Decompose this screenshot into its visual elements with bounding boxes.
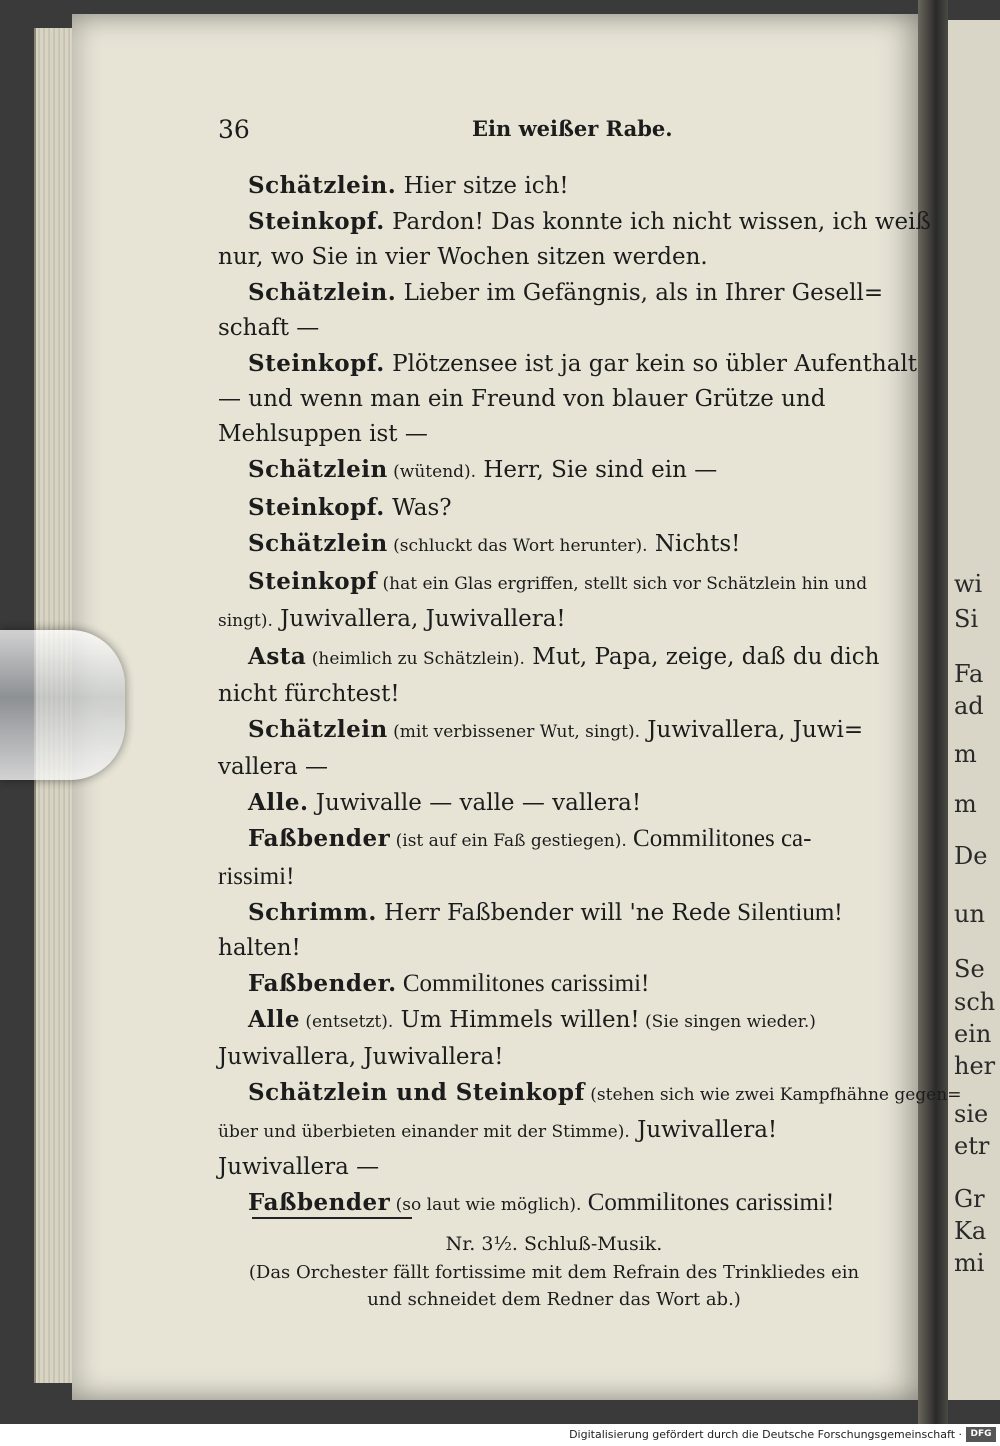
- spoken-text: halten!: [218, 935, 301, 961]
- page-header: [218, 115, 890, 144]
- latin-text: rissimi!: [218, 863, 295, 890]
- page-content: [218, 115, 962, 1313]
- next-page-fragment: sch: [954, 988, 996, 1016]
- stage-direction: (mit verbissener Wut, singt).: [387, 722, 640, 742]
- text-line: [218, 821, 890, 859]
- text-line: [218, 931, 890, 966]
- closing-rule: [252, 1217, 412, 1219]
- page-number: 36: [218, 115, 250, 144]
- stage-direction: (stehen sich wie zwei Kampfhähne gegen=: [584, 1085, 962, 1105]
- next-page-fragment: De: [954, 842, 988, 870]
- speaker-name: Schätzlein.: [248, 279, 397, 306]
- spoken-text: — und wenn man ein Freund von blauer Grütze und: [218, 386, 826, 412]
- speaker-name: Alle: [248, 1006, 300, 1033]
- latin-text: Silentium!: [730, 899, 843, 926]
- text-line: [218, 204, 931, 240]
- next-page-fragment: un: [954, 900, 985, 928]
- text-line: [218, 602, 890, 639]
- spoken-text: Herr Faßbender will 'ne Rede: [376, 900, 731, 926]
- text-line: [218, 1040, 890, 1075]
- orchestra-line: und schneidet dem Redner das Wort ab.): [367, 1289, 741, 1310]
- speaker-name: Faßbender: [248, 1189, 391, 1216]
- latin-text: Commilitones ca-: [626, 825, 812, 852]
- running-title: Ein weißer Rabe.: [472, 116, 673, 141]
- speaker-name: Schätzlein: [248, 456, 388, 483]
- dialogue-text: [218, 168, 962, 1223]
- dfg-logo: DFG: [966, 1427, 996, 1442]
- orchestra-direction: [218, 1259, 890, 1313]
- next-page-fragment: sie: [954, 1100, 989, 1128]
- spoken-text: Pardon! Das konnte ich nicht wissen, ich weiß: [384, 209, 931, 235]
- text-line: [218, 712, 890, 750]
- next-page-fragment: Ka: [954, 1217, 987, 1245]
- text-line: [218, 168, 890, 204]
- speaker-name: Schätzlein: [248, 716, 388, 743]
- text-line: [218, 750, 890, 785]
- text-line: [218, 895, 890, 931]
- speaker-name: Asta: [248, 643, 307, 670]
- next-page-fragment: etr: [954, 1132, 990, 1160]
- next-page-fragment: ad: [954, 692, 984, 720]
- spoken-text: Juwivallera, Juwi=: [640, 717, 864, 743]
- speaker-name: Steinkopf: [248, 568, 378, 595]
- stage-direction: (entsetzt).: [299, 1012, 394, 1032]
- next-page-fragment: m: [954, 740, 977, 768]
- spoken-text: nur, wo Sie in vier Wochen sitzen werden.: [218, 244, 708, 270]
- next-page-fragment: mi: [954, 1249, 985, 1277]
- stage-direction: (schluckt das Wort herunter).: [387, 536, 648, 556]
- spoken-text: Was?: [384, 495, 452, 521]
- stage-direction: singt).: [218, 611, 273, 631]
- speaker-name: Schrimm.: [248, 899, 377, 926]
- spoken-text: schaft —: [218, 315, 320, 341]
- latin-text: Commilitones carissimi!: [396, 970, 650, 997]
- next-page-fragment: Gr: [954, 1185, 985, 1213]
- funding-credit: Digitalisierung gefördert durch die Deutsche Forschungsgemeinschaft ·: [569, 1428, 962, 1441]
- text-line: [218, 785, 890, 821]
- text-line: [218, 311, 890, 346]
- spoken-text: Mut, Papa, zeige, daß du dich: [524, 644, 880, 670]
- text-line: [218, 1113, 890, 1150]
- speaker-name: Schätzlein und Steinkopf: [248, 1079, 585, 1106]
- next-page-fragment: m: [954, 790, 977, 818]
- text-line: [218, 346, 918, 382]
- spoken-text: Juwivallera, Juwivallera!: [218, 1044, 504, 1070]
- footer: [0, 1424, 1000, 1446]
- next-page-fragment: Fa: [954, 660, 984, 688]
- text-line: [218, 240, 890, 275]
- spoken-text: Juwivalle — valle — vallera!: [308, 790, 642, 816]
- speaker-name: Alle.: [248, 789, 309, 816]
- text-line: [218, 564, 890, 602]
- text-line: [218, 452, 890, 490]
- spoken-text: Juwivallera —: [218, 1154, 380, 1180]
- spoken-text: Juwivallera, Juwivallera!: [272, 606, 566, 632]
- next-page-fragment: Se: [954, 955, 985, 983]
- stage-direction: (ist auf ein Faß gestiegen).: [390, 831, 627, 851]
- speaker-name: Faßbender: [248, 825, 391, 852]
- music-cue: Nr. 3½. Schluß-Musik.: [445, 1233, 663, 1255]
- stage-direction: (so laut wie möglich).: [390, 1195, 582, 1215]
- speaker-name: Steinkopf.: [248, 494, 385, 521]
- spoken-text: Plötzensee ist ja gar kein so übler Aufenthalt: [384, 351, 918, 377]
- speaker-name: Faßbender.: [248, 970, 397, 997]
- text-line: [218, 382, 890, 417]
- stage-direction: (Sie singen wieder.): [639, 1012, 816, 1032]
- orchestra-line: (Das Orchester fällt fortissime mit dem Refrain des Trinkliedes ein: [248, 1262, 860, 1283]
- spoken-text: vallera —: [218, 754, 329, 780]
- spoken-text: Hier sitze ich!: [396, 173, 569, 199]
- text-line: [218, 526, 890, 564]
- next-page-fragment: Si: [954, 605, 979, 633]
- next-page-fragment: ein: [954, 1020, 992, 1048]
- text-line: [218, 417, 890, 452]
- spoken-text: Mehlsuppen ist —: [218, 421, 428, 447]
- page-clip: [0, 630, 125, 780]
- spoken-text: nicht fürchtest!: [218, 681, 400, 707]
- text-line: [218, 859, 890, 895]
- speaker-name: Steinkopf.: [248, 350, 385, 377]
- stage-direction: (hat ein Glas ergriffen, stellt sich vor Schätzlein hin und: [377, 574, 868, 594]
- spoken-text: Nichts!: [647, 531, 741, 557]
- next-page-edge: [940, 20, 1000, 1400]
- text-line: [218, 677, 890, 712]
- stage-direction: über und überbieten einander mit der Stimme).: [218, 1122, 630, 1142]
- spoken-text: Juwivallera!: [629, 1117, 778, 1143]
- text-line: [218, 966, 890, 1002]
- text-line: [218, 275, 890, 311]
- stage-direction: (heimlich zu Schätzlein).: [306, 649, 525, 669]
- text-line: [218, 490, 890, 526]
- text-line: [218, 1075, 962, 1113]
- spoken-text: Um Himmels willen!: [393, 1007, 640, 1033]
- speaker-name: Schätzlein: [248, 530, 388, 557]
- latin-text: Commilitones carissimi!: [581, 1189, 835, 1216]
- stage-direction: (wütend).: [387, 462, 477, 482]
- spoken-text: Lieber im Gefängnis, als in Ihrer Gesell=: [396, 280, 884, 306]
- text-line: [218, 1150, 890, 1185]
- spoken-text: Herr, Sie sind ein —: [476, 457, 718, 483]
- text-line: [218, 639, 890, 677]
- next-page-fragment: her: [954, 1052, 996, 1080]
- text-line: [218, 1002, 890, 1040]
- speaker-name: Schätzlein.: [248, 172, 397, 199]
- speaker-name: Steinkopf.: [248, 208, 385, 235]
- next-page-fragment: wi: [954, 570, 983, 598]
